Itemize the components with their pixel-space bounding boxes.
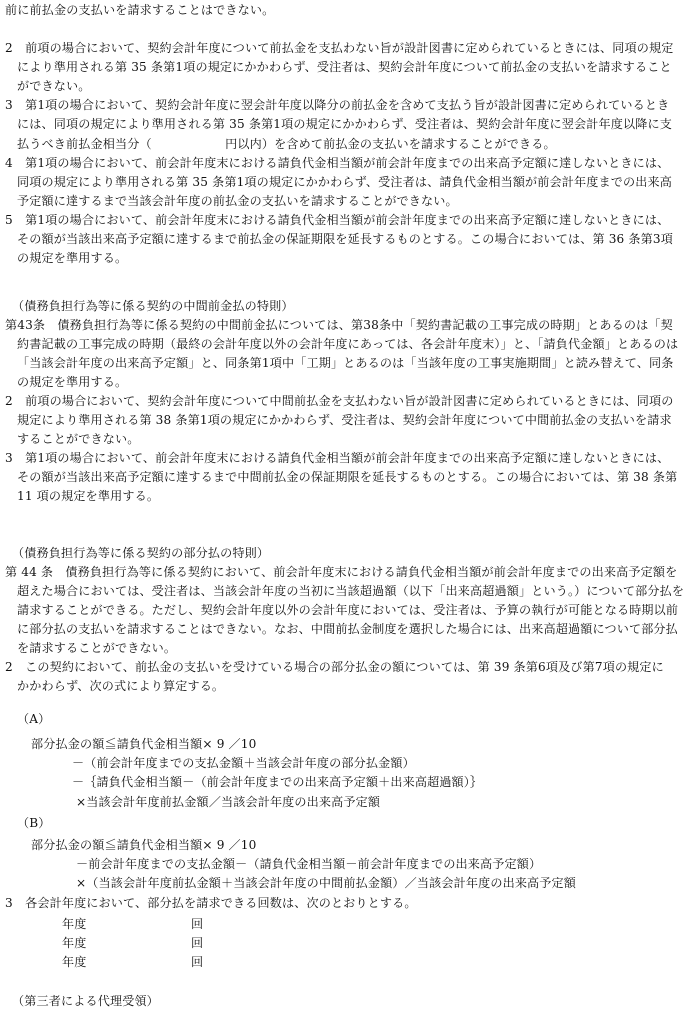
text-line: 2 前項の場合において、契約会計年度について中間前払金を支払わない旨が設計図書に定められているときには、同項の <box>5 394 674 408</box>
text-line: 約書記載の工事完成の時期（最終の会計年度以外の会計年度にあっては、各会計年度末）」と、「請負代金額」とあるのは <box>17 337 679 351</box>
text-line: を請求することができない。 <box>17 641 177 655</box>
formula-line: ×（当該会計年度前払金額＋当該会計年度の中間前払金額）／当該会計年度の出来高予定額 <box>76 876 577 890</box>
text-line: 3 各会計年度において、部分払を請求できる回数は、次のとおりとする。 <box>5 896 417 910</box>
formula-line: －（前会計年度までの支払金額＋当該会計年度の部分払金額） <box>72 756 415 770</box>
count-label: 回 <box>191 936 204 950</box>
year-label: 年度 <box>62 917 87 931</box>
text-line: 超えた場合においては、受注者は、当該会計年度の当初に当該超過額（以下「出来高超過額」という。）について部分払を <box>17 584 685 598</box>
text-line: 第43条 債務負担行為等に係る契約の中間前金払については、第38条中「契約書記載の工事完成の時期」とあるのは「契 <box>5 318 673 332</box>
text-line: ができない。 <box>17 79 91 93</box>
text-line: 前に前払金の支払いを請求することはできない。 <box>5 3 275 17</box>
text-line: その額が当該出来高予定額に達するまで前払金の保証期限を延長するものとする。この場合においては、第 36 条第3項 <box>17 232 673 246</box>
formula-line: 部分払金の額≦請負代金相当額× 9 ／10 <box>31 838 257 852</box>
text-line: することができない。 <box>17 432 140 446</box>
text-line: 払うべき前払金相当分（ 円以内）を含めて前払金の支払いを請求することができる。 <box>17 137 556 151</box>
text-line: により準用される第 35 条第1項の規定にかかわらず、受注者は、契約会計年度について前払金の支払いを請求すること <box>17 60 672 74</box>
formula-line: －前会計年度までの支払金額－（請負代金相当額－前会計年度までの出来高予定額） <box>76 857 542 871</box>
formula-label: （A） <box>17 712 51 726</box>
text-line: の規定を準用する。 <box>17 375 128 389</box>
section-heading: （債務負担行為等に係る契約の中間前金払の特則） <box>12 299 294 313</box>
text-line: 3 第1項の場合において、前会計年度末における請負代金相当額が前会計年度までの出来高予定額に達しないときには、 <box>5 451 670 465</box>
formula-line: －｛請負代金相当額－（前会計年度までの出来高予定額＋出来高超過額）｝ <box>72 775 483 789</box>
formula-label: （B） <box>17 816 51 830</box>
text-line: 11 項の規定を準用する。 <box>17 489 160 503</box>
text-line: 4 第1項の場合において、前会計年度末における請負代金相当額が前会計年度までの出来高予定額に達しないときには、 <box>5 156 670 170</box>
text-line: 2 前項の場合において、契約会計年度について前払金を支払わない旨が設計図書に定められているときには、同項の規定 <box>5 41 674 55</box>
text-line: かかわらず、次の式により算定する。 <box>17 679 225 693</box>
section-heading: （第三者による代理受領） <box>12 994 159 1008</box>
text-line: その額が当該出来高予定額に達するまで中間前払金の保証期限を延長するものとする。この場合においては、第 38 条第 <box>17 470 678 484</box>
text-line: に部分払の支払いを請求することはできない。なお、中間前払金制度を選択した場合には、出来高超過額について部分払 <box>17 622 678 636</box>
text-line: 2 この契約において、前払金の支払いを受けている場合の部分払金の額については、第 39 条第6項及び第7項の規定に <box>5 660 664 674</box>
text-line: 5 第1項の場合において、前会計年度末における請負代金相当額が前会計年度までの出来高予定額に達しないときには、 <box>5 213 670 227</box>
section-heading: （債務負担行為等に係る契約の部分払の特則） <box>12 546 270 560</box>
text-line: 第 44 条 債務負担行為等に係る契約において、前会計年度末における請負代金相当額が前会計年度までの出来高予定額を <box>5 565 678 579</box>
formula-line: 部分払金の額≦請負代金相当額× 9 ／10 <box>31 737 257 751</box>
count-label: 回 <box>191 917 204 931</box>
text-line: 「当該会計年度の出来高予定額」と、同条第1項中「工期」とあるのは「当該年度の工事実施期間」と読み替えて、同条 <box>17 356 674 370</box>
text-line: 3 第1項の場合において、契約会計年度に翌会計年度以降分の前払金を含めて支払う旨が設計図書に定められているとき <box>5 98 670 112</box>
text-line: 規定により準用される第 38 条第1項の規定にかかわらず、受注者は、契約会計年度について中間前払金の支払いを請求 <box>17 413 672 427</box>
year-label: 年度 <box>62 955 87 969</box>
year-label: 年度 <box>62 936 87 950</box>
formula-line: ×当該会計年度前払金額／当該会計年度の出来高予定額 <box>76 795 381 809</box>
text-line: 予定額に達するまで当該会計年度の前払金の支払いを請求することができない。 <box>17 194 458 208</box>
text-line: には、同項の規定により準用される第 35 条第1項の規定にかかわらず、受注者は、契約会計年度に翌会計年度以降に支 <box>17 117 672 131</box>
count-label: 回 <box>191 955 204 969</box>
text-line: 請求することができる。ただし、契約会計年度以外の会計年度においては、受注者は、予算の執行が可能となる時期以前 <box>17 603 679 617</box>
text-line: の規定を準用する。 <box>17 251 128 265</box>
text-line: 同項の規定により準用される第 35 条第1項の規定にかかわらず、受注者は、請負代金相当額が前会計年度までの出来高 <box>17 175 672 189</box>
